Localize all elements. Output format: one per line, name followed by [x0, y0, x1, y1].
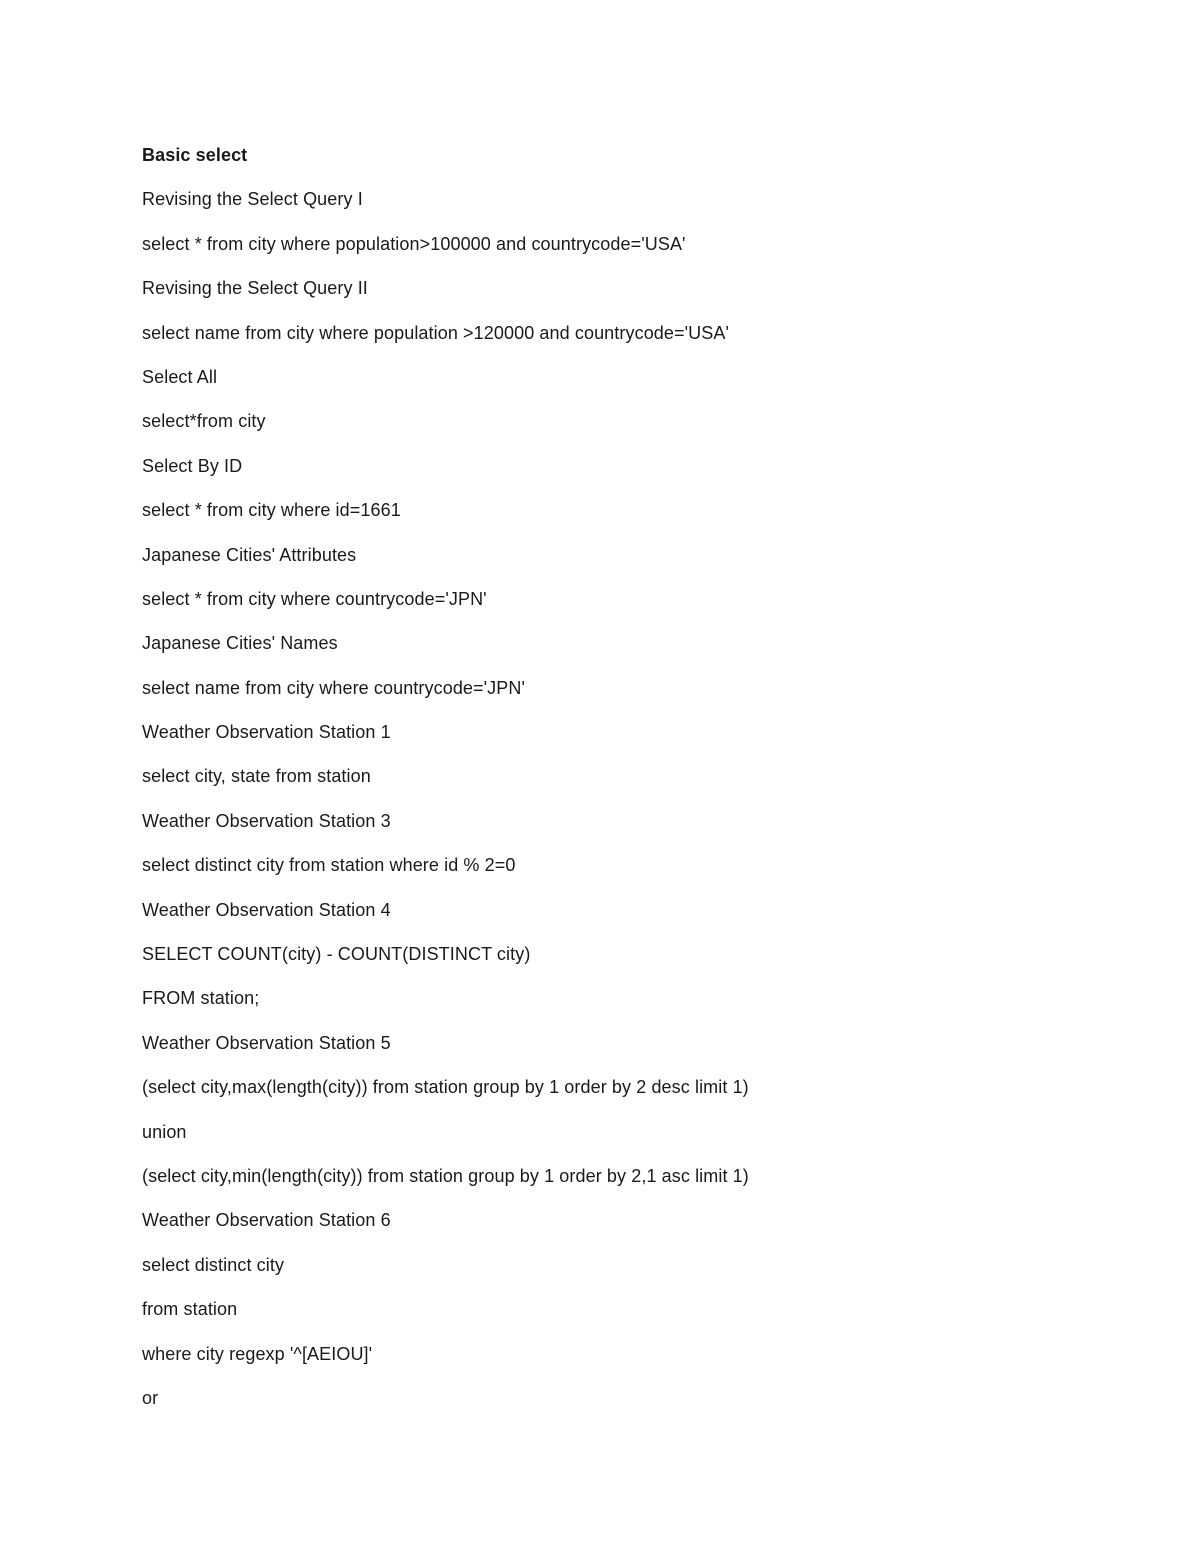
text-line: select * from city where countrycode='JPN': [142, 588, 487, 609]
text-line: select*from city: [142, 411, 266, 432]
text-line: select distinct city: [142, 1254, 285, 1275]
text-line: Select By ID: [142, 455, 243, 476]
text-line: Revising the Select Query II: [142, 278, 368, 299]
text-line: where city regexp '^[AEIOU]': [142, 1343, 373, 1364]
text-line: or: [142, 1387, 159, 1408]
text-line: from station: [142, 1299, 238, 1320]
text-line: select city, state from station: [142, 766, 371, 787]
text-line: (select city,min(length(city)) from station group by 1 order by 2,1 asc limit 1): [142, 1165, 749, 1186]
text-line: Japanese Cities' Attributes: [142, 544, 357, 565]
text-line: Japanese Cities' Names: [142, 633, 338, 654]
text-line: Weather Observation Station 1: [142, 722, 391, 743]
text-line: Select All: [142, 366, 218, 387]
document-heading: Basic select: [142, 145, 248, 165]
text-line: select * from city where population>100000 and countrycode='USA': [142, 233, 686, 254]
document-body: [142, 141, 1102, 1428]
text-line: SELECT COUNT(city) - COUNT(DISTINCT city): [142, 944, 531, 965]
text-line: select name from city where countrycode='JPN': [142, 677, 526, 698]
text-line: union: [142, 1121, 187, 1142]
text-line: FROM station;: [142, 988, 260, 1009]
text-line: Weather Observation Station 6: [142, 1210, 391, 1231]
text-line: Weather Observation Station 3: [142, 810, 391, 831]
text-line: (select city,max(length(city)) from station group by 1 order by 2 desc limit 1): [142, 1077, 749, 1098]
text-line: Weather Observation Station 5: [142, 1032, 391, 1053]
text-line: Revising the Select Query I: [142, 189, 363, 210]
text-line: select name from city where population >120000 and countrycode='USA': [142, 322, 730, 343]
text-line: Weather Observation Station 4: [142, 899, 391, 920]
text-line: select * from city where id=1661: [142, 500, 401, 521]
text-line: select distinct city from station where id % 2=0: [142, 855, 516, 876]
